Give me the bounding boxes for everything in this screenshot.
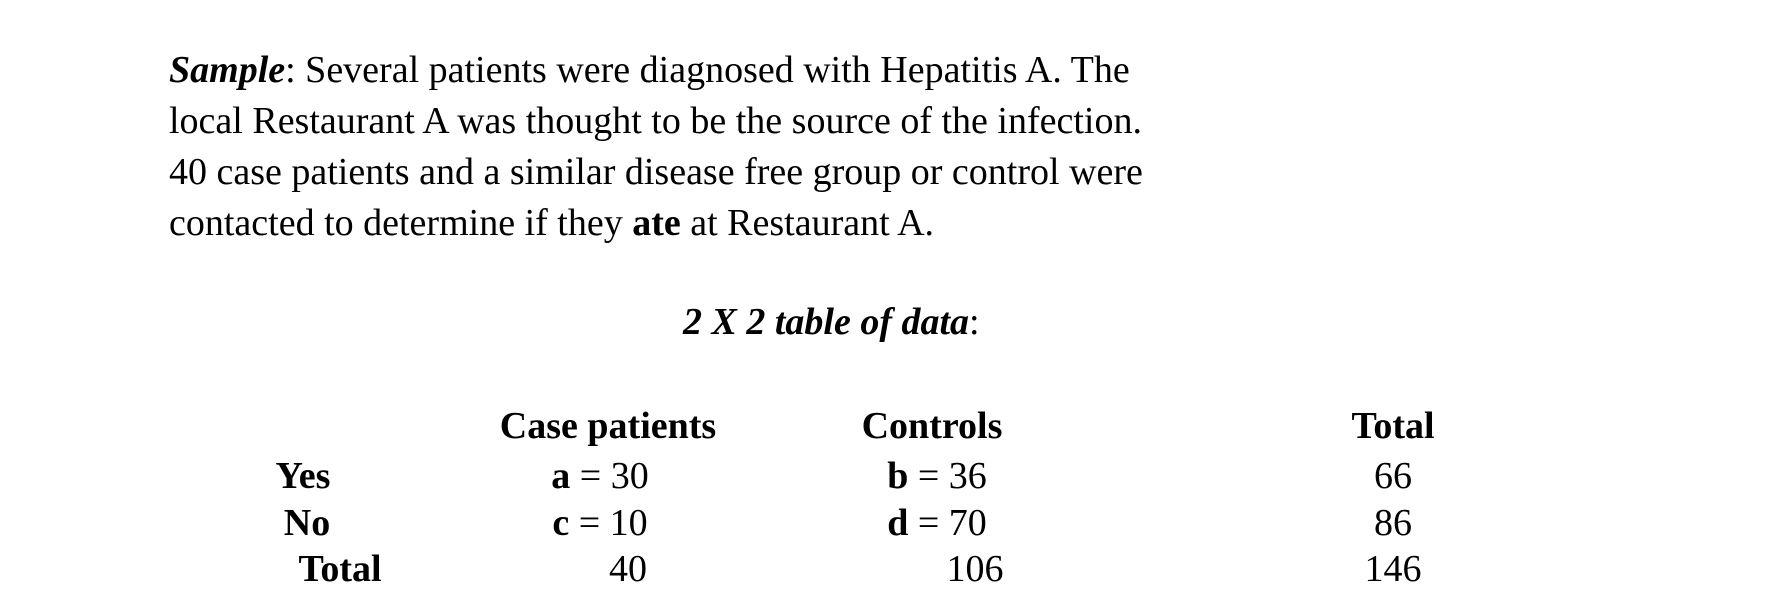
cell-a [551, 453, 648, 499]
value-a: = 30 [570, 455, 649, 497]
header-total: Total [1351, 405, 1435, 447]
sample-label: Sample [169, 49, 286, 91]
header-controls: Controls [861, 405, 1003, 447]
cell-total-case: 40 [609, 548, 647, 590]
cell-total-yes: 66 [1374, 455, 1412, 497]
paragraph-line-2: local Restaurant A was thought to be the source of the infection. [169, 100, 1142, 142]
table-title-label: 2 X 2 table of data [683, 301, 970, 343]
value-d: = 70 [908, 502, 987, 544]
row-label-yes: Yes [275, 455, 331, 497]
var-d: d [887, 502, 909, 544]
table-title-colon: : [969, 301, 980, 343]
cell-grand-total: 146 [1364, 548, 1422, 590]
cell-d [887, 500, 987, 546]
paragraph-line-4 [169, 198, 1269, 249]
cell-b [887, 453, 987, 499]
header-case-patients: Case patients [499, 405, 717, 447]
ate-emphasis: ate [632, 202, 681, 244]
row-label-total: Total [298, 548, 382, 590]
var-b: b [887, 455, 909, 497]
paragraph-line-1 [169, 45, 1269, 96]
value-c: = 10 [569, 502, 648, 544]
value-b: = 36 [908, 455, 987, 497]
paragraph-line-4-pre: contacted to determine if they [169, 202, 633, 244]
table-title [683, 298, 980, 346]
var-a: a [551, 455, 571, 497]
cell-total-no: 86 [1374, 502, 1412, 544]
paragraph-line-1-text: : Several patients were diagnosed with Hepatitis A. The [285, 49, 1130, 91]
row-label-no: No [283, 502, 331, 544]
cell-c [552, 500, 647, 546]
cell-total-controls: 106 [946, 548, 1004, 590]
paragraph-line-4-post: at Restaurant A. [680, 202, 935, 244]
var-c: c [552, 502, 570, 544]
sample-paragraph [169, 45, 1269, 249]
paragraph-line-3: 40 case patients and a similar disease free group or control were [169, 151, 1143, 193]
